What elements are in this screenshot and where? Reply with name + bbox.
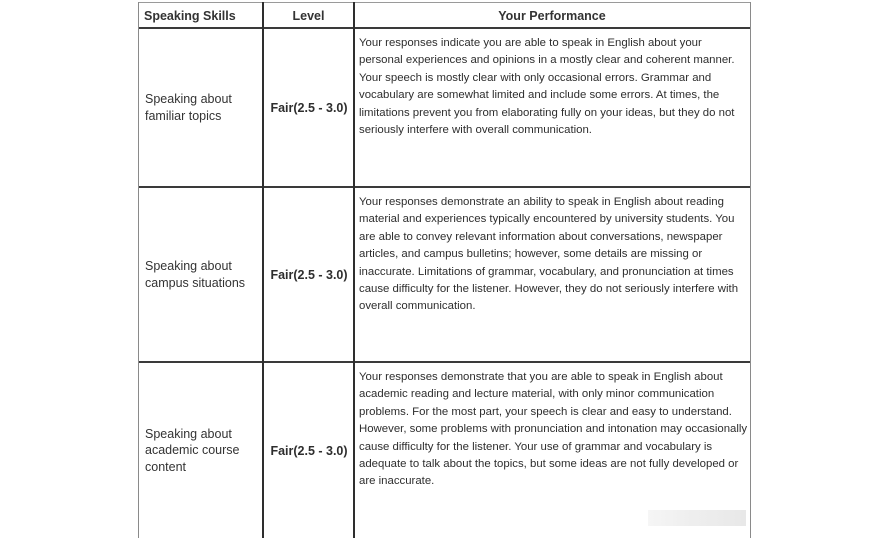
table-top-rule — [138, 2, 751, 3]
performance-description: Your responses indicate you are able to speak in English about your personal experiences and opinions in a mostly clear and coherent manner. Your speech is mostly clear with only occasional errors. Grammar and vocabulary are somewhat limited and include some errors. At times, the limitations prevent you from elaborating fully on your ideas, but they do not seriously interfere with overall communication. — [359, 37, 735, 137]
skill-label: Speaking about campus situations — [145, 259, 246, 290]
speaking-score-table — [138, 2, 751, 538]
column-divider — [262, 2, 264, 538]
performance-description: Your responses demonstrate that you are able to speak in English about academic reading and lecture material, with only minor communication problems. For the most part, your speech is clear and easy to understand. However, some problems with pronunciation and intonation may occasionally cause difficulty for the listener. Your use of grammar and vocabulary is adequate to talk about the topics, but some ideas are not fully developed or are inaccurate. — [359, 371, 748, 488]
column-header-performance: Your Performance — [498, 9, 606, 23]
table-right-border — [750, 2, 751, 538]
column-header-level: Level — [292, 9, 325, 23]
skill-label: Speaking about academic course content — [145, 426, 240, 474]
level-value: Fair(2.5 - 3.0) — [270, 443, 348, 458]
column-header-skills: Speaking Skills — [144, 9, 236, 23]
table-left-border — [138, 2, 139, 538]
level-value: Fair(2.5 - 3.0) — [270, 267, 348, 282]
column-divider — [353, 2, 355, 538]
performance-description: Your responses demonstrate an ability to speak in English about reading material and experiences typically encountered by university students. You are able to convey relevant information about conversations, newspaper articles, and campus bulletins; however, some details are missing or inaccurate. Limitations of grammar, vocabulary, and pronunciation at times cause difficulty for the listener. However, they do not seriously interfere with overall communication. — [359, 196, 739, 313]
level-value: Fair(2.5 - 3.0) — [270, 100, 348, 115]
blurred-watermark — [648, 510, 746, 526]
skill-label: Speaking about familiar topics — [145, 92, 232, 123]
